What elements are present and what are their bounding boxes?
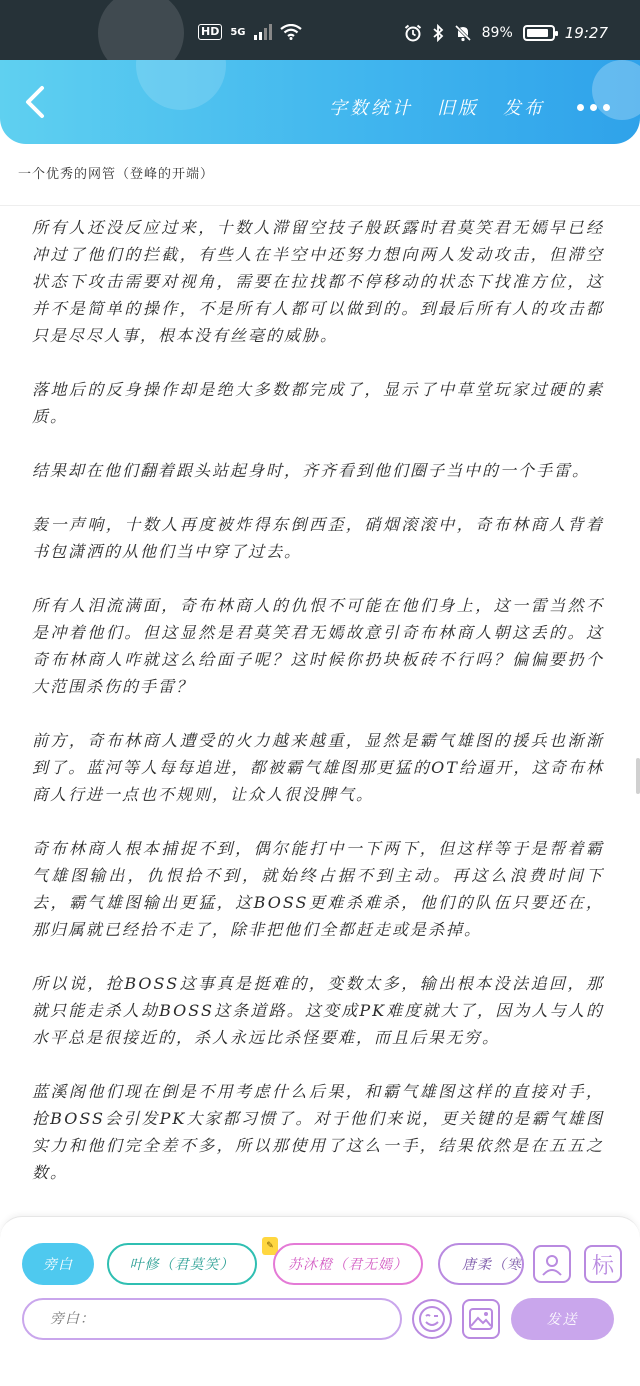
paragraph: 前方，奇布林商人遭受的火力越来越重，显然是霸气雄图的援兵也渐渐到了。蓝河等人每每追进，都被霸气雄图那更猛的OT给逼开，这奇布林商人行进一点也不规则，让众人很没脾气。 bbox=[32, 731, 604, 804]
cellular-signal-icon bbox=[254, 24, 272, 40]
status-left bbox=[198, 24, 302, 40]
word-count-button[interactable]: 字数统计 bbox=[329, 98, 413, 119]
role-avatar-button[interactable] bbox=[533, 1245, 571, 1283]
network-type: 5G bbox=[230, 26, 246, 38]
paragraph: 蓝溪阁他们现在倒是不用考虑什么后果，和霸气雄图这样的直接对手，抢BOSS会引发PK大家都习惯了。对于他们来说，更关键的是霸气雄图实力和他们完全差不多，所以那使用了这么一手，结果依然是在五五之数。 bbox=[32, 1082, 604, 1182]
role-chip-su-mucheng[interactable]: 苏沐橙（君无嫣） bbox=[273, 1243, 423, 1285]
scrollbar-handle[interactable] bbox=[636, 758, 640, 794]
alarm-icon bbox=[404, 24, 422, 42]
status-right bbox=[404, 24, 608, 42]
paragraph: 所以说，抢BOSS这事真是挺难的，变数太多，输出根本没法追回，那就只能走杀人劫BOSS这条道路。这变成PK难度就大了，因为人与人的水平总是很接近的，杀人永远比杀怪要难，而且后果无穷。 bbox=[32, 974, 604, 1047]
paragraph: 奇布林商人根本捕捉不到，偶尔能打中一下两下，但这样等于是帮着霸气雄图输出，仇恨拾不到，就始终占据不到主动。再这么浪费时间下去，霸气雄图输出更猛，这BOSS更难杀难杀，他们的队伍只要还在，那归属就已经拾不走了，除非把他们全都赶走或是杀掉。 bbox=[32, 839, 604, 939]
mute-bell-icon bbox=[454, 24, 472, 42]
image-button[interactable] bbox=[462, 1299, 500, 1339]
battery-level bbox=[527, 29, 548, 37]
article-body[interactable] bbox=[32, 214, 604, 1214]
smiley-icon bbox=[417, 1304, 447, 1334]
paragraph: 所有人泪流满面，奇布林商人的仇恨不可能在他们身上，这一雷当然不是冲着他们。但这显然是君莫笑君无嫣故意引奇布林商人朝这丢的。这奇布林商人咋就这么给面子呢？这时候你扔块板砖不行吗？偏偏要扔个大范围杀伤的手雷？ bbox=[32, 596, 604, 696]
dialogue-input[interactable] bbox=[22, 1298, 402, 1340]
composer-panel bbox=[0, 1216, 640, 1386]
publish-button[interactable]: 发布 bbox=[503, 98, 545, 119]
image-icon bbox=[467, 1305, 495, 1333]
status-bar bbox=[0, 0, 640, 60]
battery-icon bbox=[523, 25, 555, 41]
send-button[interactable]: 发送 bbox=[511, 1298, 614, 1340]
hd-badge: HD bbox=[198, 24, 222, 40]
header-actions bbox=[329, 94, 610, 120]
paragraph: 所有人还没反应过来，十数人滞留空技子般跃露时君莫笑君无嫣早已经冲过了他们的拦截，有些人在半空中还努力想向两人发动攻击，但滞空状态下攻击需要对视角，需要在拉找都不停移动的状态下找准方位，这并不是简单的操作，不是所有人都可以做到的。到最后所有人的攻击都只是尽尽人事，根本没有丝毫的威胁。 bbox=[32, 218, 604, 345]
bluetooth-icon bbox=[432, 24, 444, 42]
app-header bbox=[0, 60, 640, 144]
more-horizontal-icon[interactable] bbox=[577, 104, 610, 111]
old-version-button[interactable]: 旧版 bbox=[437, 98, 479, 119]
emoji-button[interactable] bbox=[412, 1299, 452, 1339]
user-card-icon bbox=[539, 1251, 565, 1277]
pencil-badge-icon: ✎ bbox=[262, 1237, 278, 1255]
title-divider bbox=[0, 205, 640, 206]
role-chip-ye-xiu[interactable]: 叶修（君莫笑） bbox=[107, 1243, 257, 1285]
back-button[interactable] bbox=[18, 82, 54, 122]
decorative-bubble bbox=[136, 60, 226, 110]
clock: 19:27 bbox=[564, 24, 608, 42]
tag-button[interactable]: 标 bbox=[584, 1245, 622, 1283]
paragraph: 结果却在他们翻着跟头站起身时，齐齐看到他们圈子当中的一个手雷。 bbox=[32, 461, 591, 480]
role-chip-tang-rou[interactable]: 唐柔（寒 bbox=[438, 1243, 524, 1285]
chevron-left-icon bbox=[18, 82, 54, 122]
paragraph: 轰一声响，十数人再度被炸得东倒西歪，硝烟滚滚中，奇布林商人背着书包潇洒的从他们当中穿了过去。 bbox=[32, 515, 604, 561]
role-chip-narrator[interactable]: 旁白 bbox=[22, 1243, 94, 1285]
document-title: 一个优秀的网管（登峰的开端） bbox=[18, 167, 215, 182]
paragraph: 落地后的反身操作却是绝大多数都完成了，显示了中草堂玩家过硬的素质。 bbox=[32, 380, 604, 426]
wifi-icon bbox=[280, 24, 302, 40]
battery-percent: 89% bbox=[481, 25, 513, 41]
